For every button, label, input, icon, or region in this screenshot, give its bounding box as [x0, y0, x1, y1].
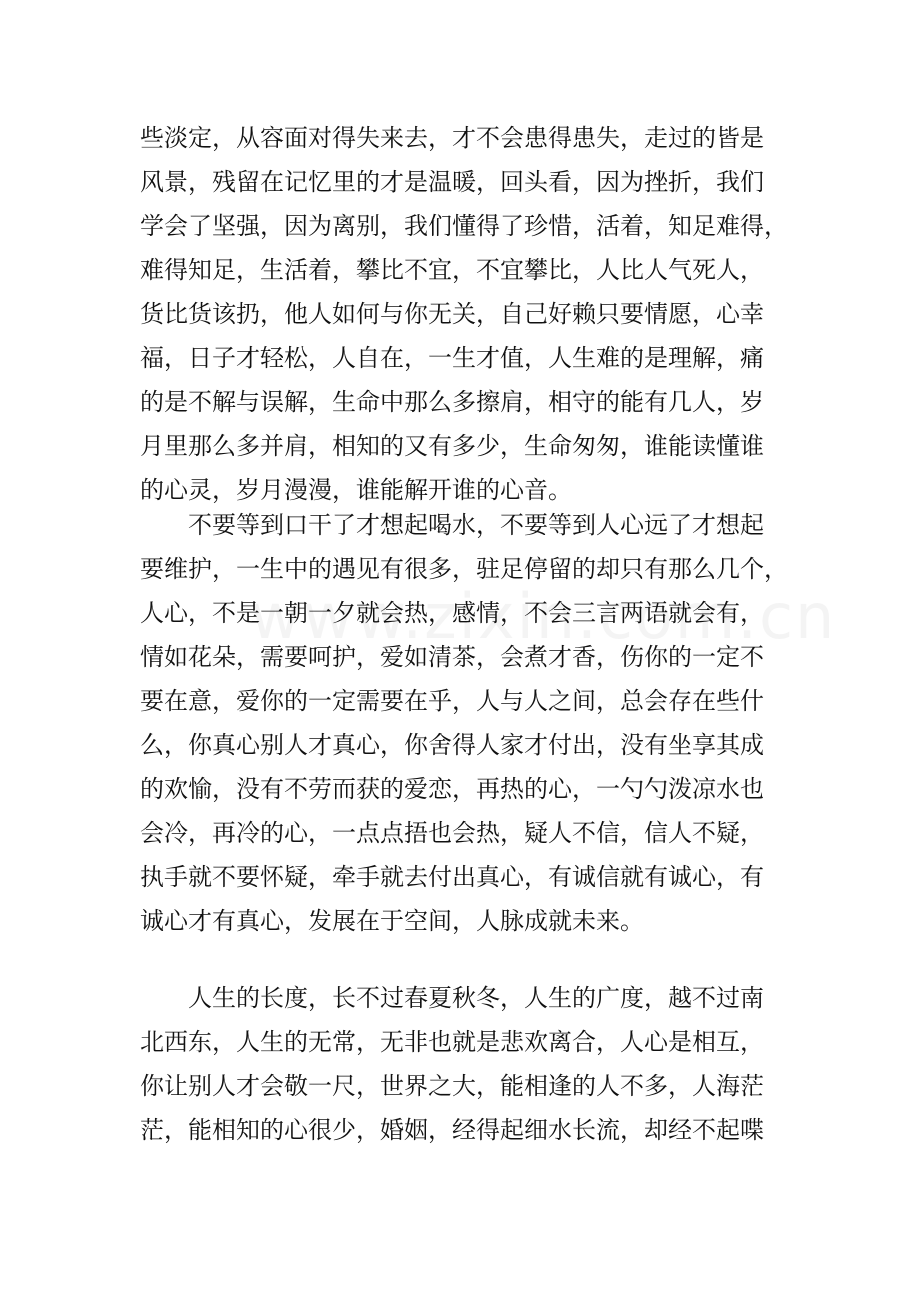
text-line: 么，你真心别人才真心，你舍得人家才付出，没有坐享其成: [140, 731, 764, 759]
text-line: 风景，残留在记忆里的才是温暖，回头看，因为挫折，我们: [140, 168, 764, 196]
text-line: 情如花朵，需要呵护，爱如清茶，会煮才香，伤你的一定不: [140, 643, 764, 671]
text-line: 些淡定，从容面对得失来去，才不会患得患失，走过的皆是: [140, 124, 764, 152]
text-line: 你让别人才会敬一尺，世界之大，能相逢的人不多，人海茫: [140, 1072, 764, 1100]
text-line: 福，日子才轻松，人自在，一生才值，人生难的是理解，痛: [140, 344, 764, 372]
text-line: 诚心才有真心，发展在于空间，人脉成就未来。: [140, 907, 644, 935]
text-line: 会冷，再冷的心，一点点捂也会热，疑人不信，信人不疑，: [140, 819, 764, 847]
text-line: 不要等到口干了才想起喝水，不要等到人心远了才想起: [140, 511, 764, 539]
text-line: 茫，能相知的心很少，婚姻，经得起细水长流，却经不起喋: [140, 1116, 764, 1144]
text-line: 人生的长度，长不过春夏秋冬，人生的广度，越不过南: [140, 984, 764, 1012]
text-line: 要维护，一生中的遇见有很多，驻足停留的却只有那么几个，: [140, 555, 788, 583]
paragraph-3: [140, 976, 780, 1152]
paragraph-2: [140, 503, 788, 943]
text-line: 的心灵，岁月漫漫，谁能解开谁的心音。: [140, 476, 572, 504]
paragraph-1: [140, 116, 788, 512]
text-line: 北西东，人生的无常，无非也就是悲欢离合，人心是相互，: [140, 1028, 764, 1056]
text-line: 的是不解与误解，生命中那么多擦肩，相守的能有几人，岁: [140, 388, 764, 416]
text-line: 的欢愉，没有不劳而获的爱恋，再热的心，一勺勺泼凉水也: [140, 775, 764, 803]
text-line: 月里那么多并肩，相知的又有多少，生命匆匆，谁能读懂谁: [140, 432, 764, 460]
text-line: 要在意，爱你的一定需要在乎，人与人之间，总会存在些什: [140, 687, 764, 715]
text-line: 货比货该扔，他人如何与你无关，自己好赖只要情愿，心幸: [140, 300, 764, 328]
text-line: 执手就不要怀疑，牵手就去付出真心，有诚信就有诚心，有: [140, 863, 764, 891]
text-line: 学会了坚强，因为离别，我们懂得了珍惜，活着，知足难得，: [140, 212, 788, 240]
text-line: 难得知足，生活着，攀比不宜，不宜攀比，人比人气死人，: [140, 256, 764, 284]
text-line: 人心，不是一朝一夕就会热，感情，不会三言两语就会有，: [140, 599, 764, 627]
